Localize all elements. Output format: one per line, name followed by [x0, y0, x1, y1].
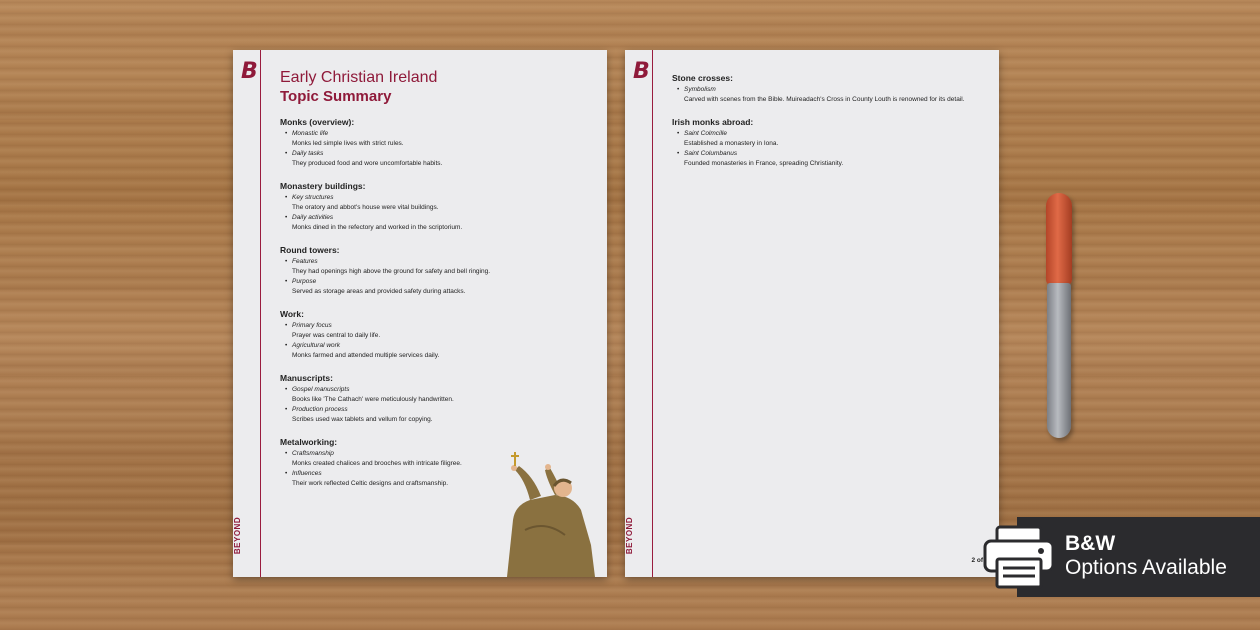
bullet-item — [672, 149, 982, 169]
marker-body — [1047, 283, 1071, 438]
bullet-icon: • — [285, 258, 288, 265]
summary-section — [280, 373, 590, 425]
bullet-item — [280, 149, 590, 169]
brand-label: BEYOND — [233, 516, 243, 555]
bullet-subheading: Influences — [292, 470, 322, 477]
summary-section — [672, 73, 982, 105]
summary-section — [280, 245, 590, 297]
bullet-item — [280, 193, 590, 213]
summary-content — [280, 117, 590, 501]
brand-label: BEYOND — [625, 516, 635, 555]
bullet-text: Books like 'The Cathach' were meticulously handwritten. — [292, 396, 454, 403]
bullet-text: Their work reflected Celtic designs and craftsmanship. — [292, 480, 449, 487]
bullet-text: They had openings high above the ground for safety and bell ringing. — [292, 268, 491, 275]
section-heading: Work: — [280, 309, 304, 319]
bullet-text: They produced food and wore uncomfortable habits. — [292, 160, 443, 167]
section-heading: Monastery buildings: — [280, 181, 366, 191]
summary-section — [280, 117, 590, 169]
bullet-text: Established a monastery in Iona. — [684, 140, 779, 147]
bullet-subheading: Features — [292, 258, 318, 265]
beyond-logo-icon: B — [633, 59, 650, 84]
bullet-text: Carved with scenes from the Bible. Muireadach's Cross in County Louth is renowned for its detail. — [684, 96, 965, 103]
bullet-icon: • — [677, 130, 680, 137]
section-heading: Monks (overview): — [280, 117, 355, 127]
margin-line — [652, 50, 653, 577]
summary-content — [672, 73, 982, 181]
bullet-subheading: Saint Columbanus — [684, 150, 738, 157]
bullet-item — [672, 85, 982, 105]
bullet-item — [280, 385, 590, 405]
page-subtitle: Topic Summary — [280, 88, 392, 105]
marker-cap — [1046, 193, 1072, 285]
bullet-subheading: Purpose — [292, 278, 317, 285]
bullet-item — [280, 405, 590, 425]
bullet-icon: • — [285, 150, 288, 157]
badge-title: B&W — [1065, 532, 1116, 555]
beyond-logo-icon: B — [241, 59, 258, 84]
bullet-subheading: Daily tasks — [292, 150, 324, 157]
bullet-item — [280, 277, 590, 297]
bullet-icon: • — [285, 470, 288, 477]
bullet-subheading: Monastic life — [292, 130, 329, 137]
bullet-text: Monks created chalices and brooches with intricate filigree. — [292, 460, 462, 467]
bullet-subheading: Craftsmanship — [292, 450, 334, 457]
bullet-text: Scribes used wax tablets and vellum for copying. — [292, 416, 433, 423]
bullet-icon: • — [285, 406, 288, 413]
bullet-subheading: Gospel manuscripts — [292, 386, 350, 393]
bullet-icon: • — [285, 386, 288, 393]
bullet-text: Monks led simple lives with strict rules. — [292, 140, 404, 147]
bullet-icon: • — [285, 322, 288, 329]
bullet-subheading: Agricultural work — [292, 342, 341, 349]
bullet-text: Served as storage areas and provided safety during attacks. — [292, 288, 466, 295]
section-heading: Metalworking: — [280, 437, 338, 447]
bullet-text: Monks farmed and attended multiple services daily. — [292, 352, 440, 359]
bullet-icon: • — [285, 130, 288, 137]
badge-subtitle: Options Available — [1065, 556, 1227, 579]
bullet-item — [280, 257, 590, 277]
bullet-icon: • — [677, 150, 680, 157]
bullet-subheading: Production process — [292, 406, 348, 413]
bullet-subheading: Saint Colmcille — [684, 130, 727, 137]
summary-section — [280, 181, 590, 233]
bullet-icon: • — [285, 214, 288, 221]
bullet-icon: • — [285, 450, 288, 457]
bullet-item — [280, 341, 590, 361]
bullet-item — [280, 129, 590, 149]
bullet-icon: • — [285, 278, 288, 285]
bullet-subheading: Primary focus — [292, 322, 332, 329]
bullet-item — [280, 321, 590, 341]
worksheet-page-1 — [233, 50, 607, 577]
monk-illustration — [495, 450, 607, 577]
margin-line — [260, 50, 261, 577]
bullet-subheading: Daily activities — [292, 214, 334, 221]
section-heading: Irish monks abroad: — [672, 117, 754, 127]
printer-icon — [983, 525, 1055, 589]
section-heading: Manuscripts: — [280, 373, 333, 383]
worksheet-page-2 — [625, 50, 999, 577]
page-title: Early Christian Ireland — [280, 69, 438, 86]
section-heading: Round towers: — [280, 245, 340, 255]
bullet-text: The oratory and abbot's house were vital buildings. — [292, 204, 439, 211]
bullet-item — [672, 129, 982, 149]
bullet-text: Founded monasteries in France, spreading Christianity. — [684, 160, 844, 167]
bullet-item — [280, 213, 590, 233]
bullet-icon: • — [285, 342, 288, 349]
bullet-subheading: Key structures — [292, 194, 334, 201]
section-heading: Stone crosses: — [672, 73, 733, 83]
bullet-text: Prayer was central to daily life. — [292, 332, 381, 339]
summary-section — [672, 117, 982, 169]
summary-section — [280, 309, 590, 361]
bullet-icon: • — [285, 194, 288, 201]
bullet-text: Monks dined in the refectory and worked in the scriptorium. — [292, 224, 463, 231]
page-number: 2 of — [971, 557, 983, 564]
bullet-subheading: Symbolism — [684, 86, 716, 93]
bullet-icon: • — [677, 86, 680, 93]
